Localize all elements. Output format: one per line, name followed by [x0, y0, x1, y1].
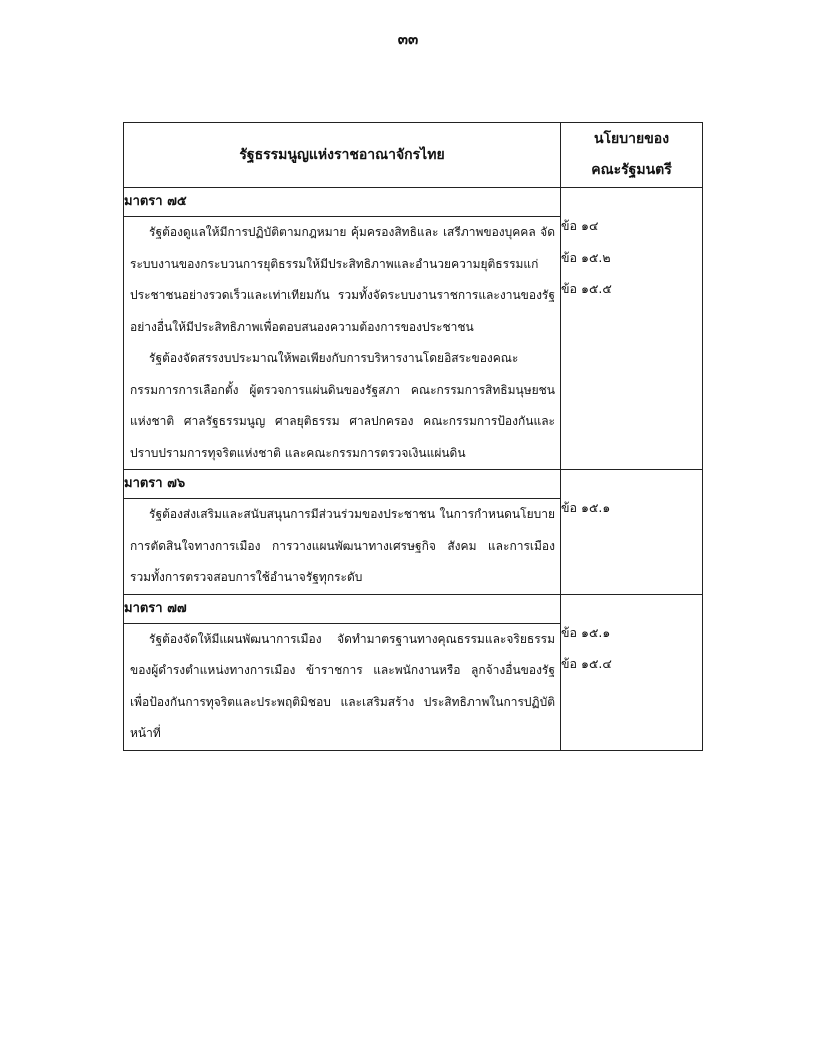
policy-refs-76	[561, 470, 703, 595]
section-title-75: มาตรา ๗๕	[124, 188, 561, 217]
policy-ref: ข้อ ๑๕.๕	[561, 281, 612, 296]
policy-ref: ข้อ ๑๕.๑	[561, 624, 611, 640]
constitution-policy-table	[123, 122, 703, 751]
section-body-77	[124, 623, 561, 750]
header-policy-line2: คณะรัฐมนตรี	[591, 162, 672, 178]
header-cabinet-policy	[561, 123, 703, 188]
policy-ref: ข้อ ๑๕.๒	[561, 249, 611, 265]
policy-ref: ข้อ ๑๕.๑	[561, 500, 611, 515]
policy-ref: ข้อ ๑๔	[561, 218, 599, 233]
section-paragraph: รัฐต้องจัดสรรงบประมาณให้พอเพียงกับการบริหารงานโดยอิสระของคณะกรรมการการเลือกตั้ง ผู้ตรวจการแผ่นดินของรัฐสภา คณะกรรมการสิทธิมนุษยชนแห่งชาติ ศาลรัฐธรรมนูญ ศาลยุติธรรม ศาลปกครอง คณะกรรมการป้องกันและปราบปรามการทุจริตแห่งชาติ และคณะกรรมการตรวจเงินแผ่นดิน	[130, 351, 555, 460]
section-paragraph: รัฐต้องส่งเสริมและสนับสนุนการมีส่วนร่วมของประชาชน ในการกำหนดนโยบาย การตัดสินใจทางการเมือง การวางแผนพัฒนาทางเศรษฐกิจ สังคม และการเมือง รวมทั้งการตรวจสอบการใช้อำนาจรัฐทุกระดับ	[130, 507, 555, 584]
page-number: ๓๓	[397, 30, 419, 48]
policy-ref: ข้อ ๑๕.๔	[561, 656, 612, 671]
policy-refs-75	[561, 188, 703, 470]
section-title-row	[124, 470, 703, 499]
header-constitution: รัฐธรรมนูญแห่งราชอาณาจักรไทย	[124, 123, 561, 188]
section-title-76: มาตรา ๗๖	[124, 470, 561, 499]
section-title-row	[124, 594, 703, 623]
section-body-75	[124, 217, 561, 470]
section-paragraph: รัฐต้องดูแลให้มีการปฏิบัติตามกฎหมาย คุ้มครองสิทธิและ เสรีภาพของบุคคล จัดระบบงานของกระบวนการยุติธรรมให้มีประสิทธิภาพและอำนวยความยุติธรรมแก่ประชาชนอย่างรวดเร็วและเท่าเทียมกัน รวมทั้งจัดระบบงานราชการและงานของรัฐอย่างอื่นให้มีประสิทธิภาพเพื่อตอบสนองความต้องการของประชาชน	[130, 225, 555, 334]
section-title-77: มาตรา ๗๗	[124, 594, 561, 623]
table-header-row	[124, 123, 703, 188]
header-policy-line1: นโยบายของ	[593, 131, 670, 147]
section-title-row	[124, 188, 703, 217]
section-body-76	[124, 499, 561, 595]
policy-refs-77	[561, 594, 703, 750]
section-paragraph: รัฐต้องจัดให้มีแผนพัฒนาการเมือง จัดทำมาตรฐานทางคุณธรรมและจริยธรรมของผู้ดำรงตำแหน่งทางการเมือง ข้าราชการ และพนักงานหรือ ลูกจ้างอื่นของรัฐ เพื่อป้องกันการทุจริตและประพฤติมิชอบ และเสริมสร้าง ประสิทธิภาพในการปฏิบัติหน้าที่	[130, 631, 555, 740]
